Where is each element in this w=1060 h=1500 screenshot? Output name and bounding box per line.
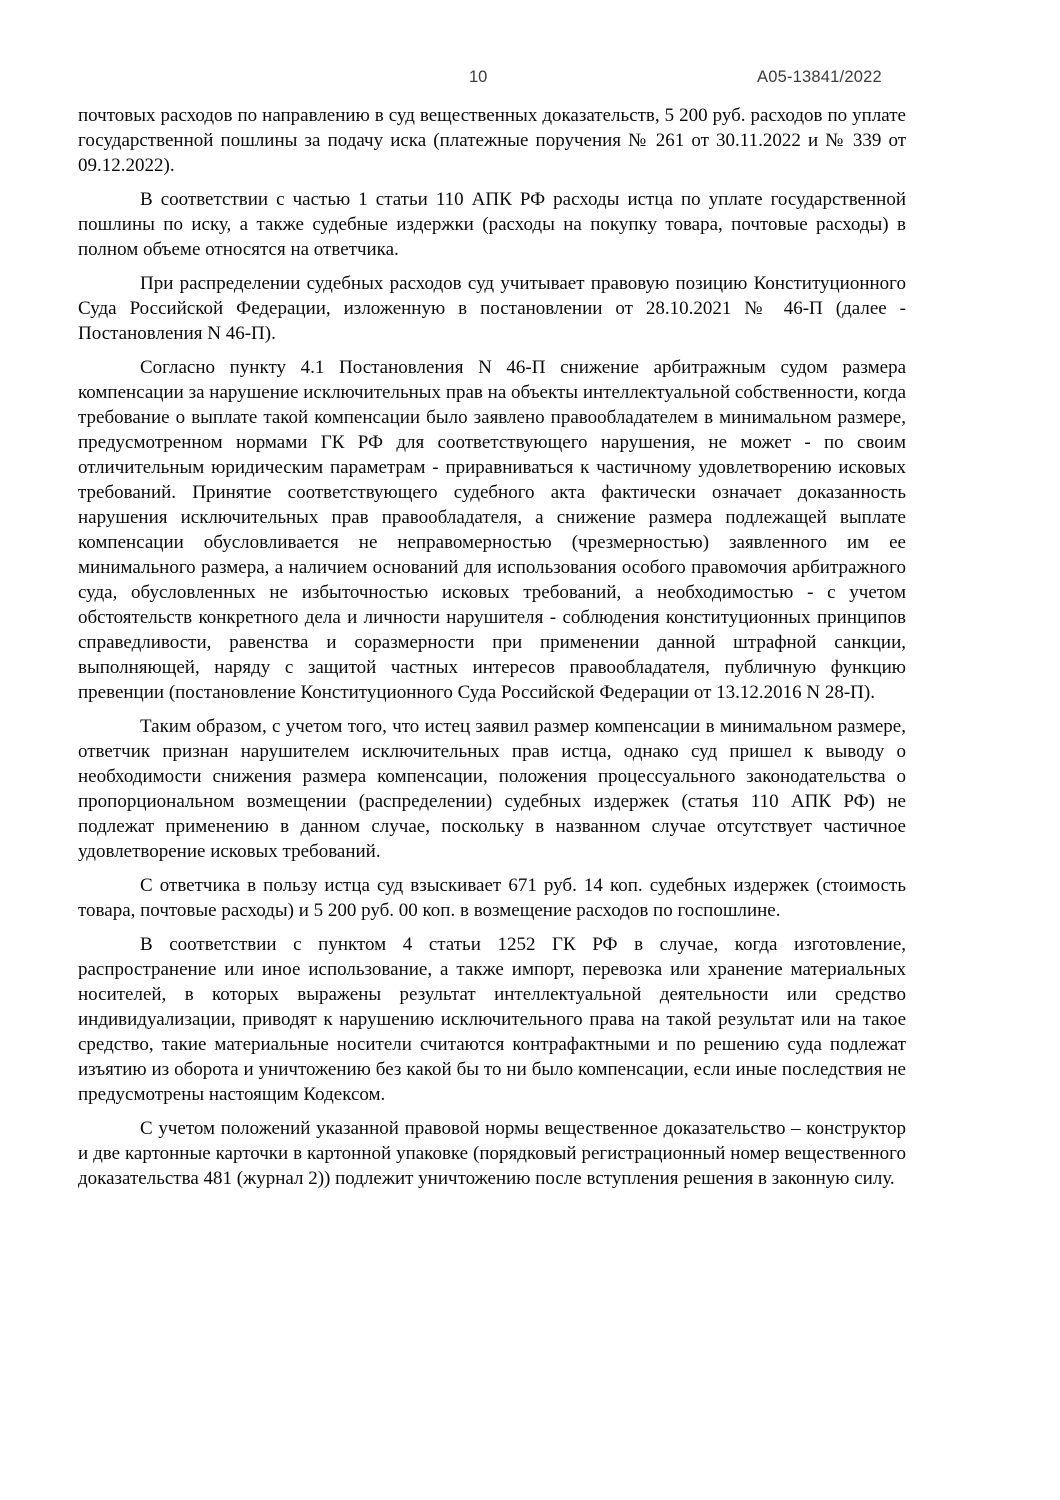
paragraph: В соответствии с частью 1 статьи 110 АПК РФ расходы истца по уплате государственной пошлины по иску, а также судебные издержки (расходы на покупку товара, почтовые расходы) в полном объеме относятся на ответчика. bbox=[78, 189, 906, 260]
document-body bbox=[78, 103, 906, 1200]
paragraph: В соответствии с пунктом 4 статьи 1252 ГК РФ в случае, когда изготовление, распространение или иное использование, а также импорт, перевозка или хранение материальных носителей, в которых выражены результат интеллектуальной деятельности или средство индивидуализации, приводят к нарушению исключительного права на такой результат или на такое средство, такие материальные носители считаются контрафактными и по решению суда подлежат изъятию из оборота и уничтожению без какой бы то ни было компенсации, если иные последствия не предусмотрены настоящим Кодексом. bbox=[78, 934, 906, 1105]
paragraph: почтовых расходов по направлению в суд вещественных доказательств, 5 200 руб. расходов по уплате государственной пошлины за подачу иска (платежные поручения № 261 от 30.11.2022 и № 339 от 09.12.2022). bbox=[78, 105, 906, 176]
paragraph: При распределении судебных расходов суд учитывает правовую позицию Конституционного Суда Российской Федерации, изложенную в постановлении от 28.10.2021 № 46-П (далее - Постановления N 46-П). bbox=[78, 273, 906, 344]
case-number: А05-13841/2022 bbox=[757, 68, 882, 86]
paragraph: С ответчика в пользу истца суд взыскивает 671 руб. 14 коп. судебных издержек (стоимость товара, почтовые расходы) и 5 200 руб. 00 коп. в возмещение расходов по госпошлине. bbox=[78, 875, 906, 921]
page-number: 10 bbox=[469, 68, 488, 86]
paragraph: С учетом положений указанной правовой нормы вещественное доказательство – конструктор и две картонные карточки в картонной упаковке (порядковый регистрационный номер вещественного доказательства 481 (журнал 2)) подлежит уничтожению после вступления решения в законную силу. bbox=[78, 1118, 906, 1189]
paragraph: Таким образом, с учетом того, что истец заявил размер компенсации в минимальном размере, ответчик признан нарушителем исключительных прав истца, однако суд пришел к выводу о необходимости снижения размера компенсации, положения процессуального законодательства о пропорциональном возмещении (распределении) судебных издержек (статья 110 АПК РФ) не подлежат применению в данном случае, поскольку в названном случае отсутствует частичное удовлетворение исковых требований. bbox=[78, 716, 906, 862]
paragraph: Согласно пункту 4.1 Постановления N 46-П снижение арбитражным судом размера компенсации за нарушение исключительных прав на объекты интеллектуальной собственности, когда требование о выплате такой компенсации было заявлено правообладателем в минимальном размере, предусмотренном нормами ГК РФ для соответствующего нарушения, не может - по своим отличительным юридическим параметрам - приравниваться к частичному удовлетворению исковых требований. Принятие соответствующего судебного акта фактически означает доказанность нарушения исключительных прав правообладателя, а снижение размера подлежащей выплате компенсации обусловливается не неправомерностью (чрезмерностью) заявленного им ее минимального размера, а наличием оснований для использования особого правомочия арбитражного суда, обусловленных не избыточностью исковых требований, а необходимостью - с учетом обстоятельств конкретного дела и личности нарушителя - соблюдения конституционных принципов справедливости, равенства и соразмерности при применении данной штрафной санкции, выполняющей, наряду с защитой частных интересов правообладателя, публичную функцию превенции (постановление Конституционного Суда Российской Федерации от 13.12.2016 N 28-П). bbox=[78, 357, 906, 703]
page-header bbox=[0, 68, 1060, 92]
